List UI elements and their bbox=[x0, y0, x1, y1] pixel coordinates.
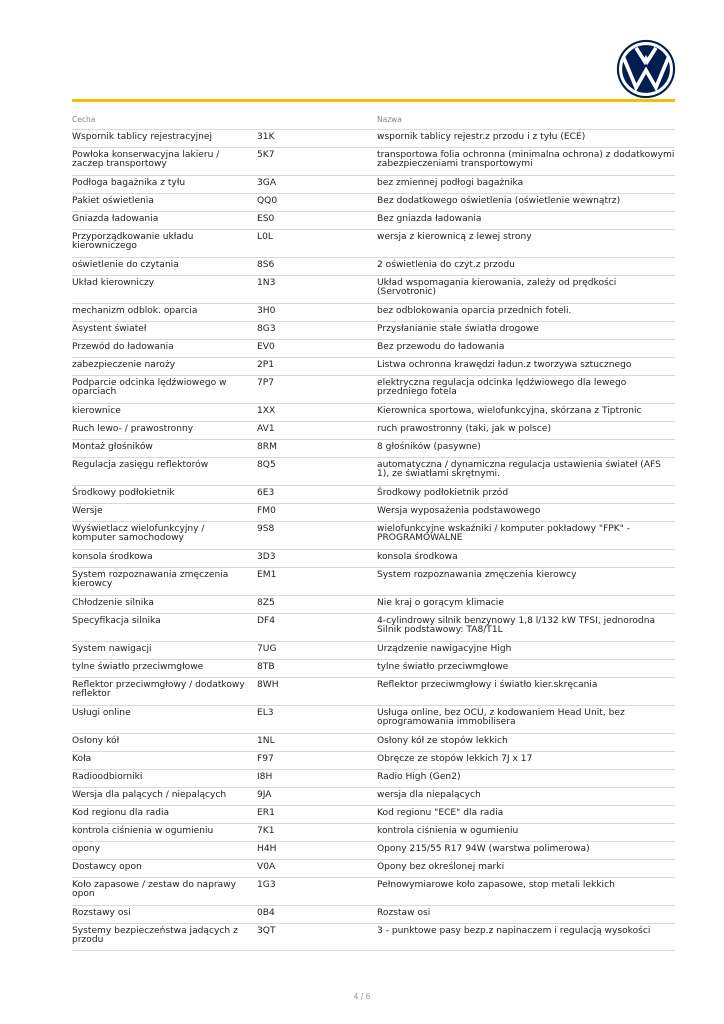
feature-cell: oświetlenie do czytania bbox=[72, 260, 179, 270]
feature-cell: Pakiet oświetlenia bbox=[72, 196, 154, 206]
name-cell: wersja dla niepalących bbox=[377, 790, 481, 800]
code-cell: 8RM bbox=[257, 442, 277, 452]
table-header bbox=[72, 115, 675, 129]
table-row bbox=[72, 129, 675, 147]
feature-cell: Montaż głośników bbox=[72, 442, 153, 452]
name-cell: elektryczna regulacja odcinka lędźwiowego dla lewego przedniego fotela bbox=[377, 378, 627, 397]
feature-cell: Dostawcy opon bbox=[72, 862, 142, 872]
feature-cell: Powłoka konserwacyjna lakieru / zaczep transportowy bbox=[72, 150, 220, 169]
feature-cell: Układ kierowniczy bbox=[72, 278, 155, 288]
feature-cell: Systemy bezpieczeństwa jadących z przodu bbox=[72, 926, 238, 945]
name-cell: Układ wspomagania kierowania, zależy od prędkości (Servotronic) bbox=[377, 278, 617, 297]
name-cell: wielofunkcyjne wskaźniki / komputer pokładowy "FPK" - PROGRAMOWALNE bbox=[377, 524, 631, 543]
name-cell: Obręcze ze stopów lekkich 7J x 17 bbox=[377, 754, 533, 764]
feature-cell: Wersja dla palących / niepalących bbox=[72, 790, 227, 800]
table-row bbox=[72, 751, 675, 769]
code-cell: 5K7 bbox=[257, 150, 275, 160]
name-cell: Kierownica sportowa, wielofunkcyjna, skórzana z Tiptronic bbox=[377, 406, 642, 416]
vw-logo-icon bbox=[615, 38, 677, 100]
table-row bbox=[72, 211, 675, 229]
table-row bbox=[72, 229, 675, 257]
code-cell: 3H0 bbox=[257, 306, 276, 316]
code-cell: 3QT bbox=[257, 926, 276, 936]
name-cell: Urządzenie nawigacyjne High bbox=[377, 644, 512, 654]
feature-cell: Kod regionu dla radia bbox=[72, 808, 170, 818]
name-cell: Kod regionu "ECE" dla radia bbox=[377, 808, 504, 818]
name-cell: 4-cylindrowy silnik benzynowy 1,8 l/132 kW TFSI, jednorodna Silnik podstawowy: TA8/T1L bbox=[377, 616, 656, 635]
table-row bbox=[72, 439, 675, 457]
table-row bbox=[72, 705, 675, 733]
feature-cell: Ruch lewo- / prawostronny bbox=[72, 424, 194, 434]
feature-cell: Przewód do ładowania bbox=[72, 342, 174, 352]
code-cell: L0L bbox=[257, 232, 273, 242]
code-cell: EL3 bbox=[257, 708, 274, 718]
table-row bbox=[72, 613, 675, 641]
name-cell: 2 oświetlenia do czyt.z przodu bbox=[377, 260, 515, 270]
code-cell: 1XX bbox=[257, 406, 276, 416]
feature-cell: konsola środkowa bbox=[72, 552, 153, 562]
feature-cell: Wyświetlacz wielofunkcyjny / komputer samochodowy bbox=[72, 524, 205, 543]
name-cell: Reflektor przeciwmgłowy i światło kier.skręcania bbox=[377, 680, 598, 690]
code-cell: 8TB bbox=[257, 662, 275, 672]
name-cell: automatyczna / dynamiczna regulacja ustawienia świateł (AFS 1), ze światłami skrętnymi. bbox=[377, 460, 661, 479]
table-row bbox=[72, 457, 675, 485]
table-row bbox=[72, 403, 675, 421]
name-cell: Usługa online, bez OCU, z kodowaniem Head Unit, bez oprogramowania immobilisera bbox=[377, 708, 625, 727]
code-cell: H4H bbox=[257, 844, 277, 854]
code-cell: 31K bbox=[257, 132, 275, 142]
name-cell: bez zmiennej podłogi bagażnika bbox=[377, 178, 524, 188]
code-cell: FM0 bbox=[257, 506, 276, 516]
table-row bbox=[72, 193, 675, 211]
feature-cell: Specyfikacja silnika bbox=[72, 616, 161, 626]
table-row bbox=[72, 823, 675, 841]
table-row bbox=[72, 421, 675, 439]
table-row bbox=[72, 503, 675, 521]
code-cell: ER1 bbox=[257, 808, 275, 818]
feature-cell: opony bbox=[72, 844, 101, 854]
table-row bbox=[72, 659, 675, 677]
code-cell: 0B4 bbox=[257, 908, 275, 918]
code-cell: 1N3 bbox=[257, 278, 276, 288]
name-cell: 3 - punktowe pasy bezp.z napinaczem i regulacją wysokości bbox=[377, 926, 651, 936]
feature-cell: kontrola ciśnienia w ogumieniu bbox=[72, 826, 214, 836]
name-cell: wersja z kierownicą z lewej strony bbox=[377, 232, 532, 242]
code-cell: 7K1 bbox=[257, 826, 275, 836]
name-cell: bez odblokowania oparcia przednich foteli. bbox=[377, 306, 572, 316]
name-cell: 8 głośników (pasywne) bbox=[377, 442, 481, 452]
table-row bbox=[72, 805, 675, 823]
code-cell: 3D3 bbox=[257, 552, 276, 562]
feature-cell: Rozstawy osi bbox=[72, 908, 131, 918]
table-row bbox=[72, 923, 675, 951]
table-row bbox=[72, 769, 675, 787]
code-cell: 7UG bbox=[257, 644, 277, 654]
code-cell: ES0 bbox=[257, 214, 275, 224]
code-cell: QQ0 bbox=[257, 196, 278, 206]
feature-cell: Radioodbiorniki bbox=[72, 772, 143, 782]
name-cell: Przysłanianie stałe światła drogowe bbox=[377, 324, 539, 334]
code-cell: F97 bbox=[257, 754, 274, 764]
feature-cell: tylne światło przeciwmgłowe bbox=[72, 662, 204, 672]
table-row bbox=[72, 303, 675, 321]
feature-cell: System rozpoznawania zmęczenia kierowcy bbox=[72, 570, 229, 589]
code-cell: DF4 bbox=[257, 616, 276, 626]
name-cell: Nie kraj o gorącym klimacie bbox=[377, 598, 504, 608]
table-row bbox=[72, 485, 675, 503]
code-cell: 1NL bbox=[257, 736, 275, 746]
feature-cell: zabezpieczenie naroży bbox=[72, 360, 176, 370]
name-cell: Środkowy podłokietnik przód bbox=[377, 488, 509, 498]
table-row bbox=[72, 549, 675, 567]
feature-cell: System nawigacji bbox=[72, 644, 152, 654]
name-cell: kontrola ciśnienia w ogumieniu bbox=[377, 826, 519, 836]
feature-cell: Podparcie odcinka lędźwiowego w oparciach bbox=[72, 378, 227, 397]
name-cell: Pełnowymiarowe koło zapasowe, stop metali lekkich bbox=[377, 880, 615, 890]
table-row bbox=[72, 375, 675, 403]
code-cell: 9JA bbox=[257, 790, 272, 800]
code-cell: 8Z5 bbox=[257, 598, 275, 608]
table-row bbox=[72, 567, 675, 595]
code-cell: 1G3 bbox=[257, 880, 276, 890]
table-row bbox=[72, 175, 675, 193]
feature-cell: Środkowy podłokietnik bbox=[72, 488, 175, 498]
code-cell: 8WH bbox=[257, 680, 279, 690]
feature-cell: Reflektor przeciwmgłowy / dodatkowy reflektor bbox=[72, 680, 245, 699]
feature-cell: Regulacja zasięgu reflektorów bbox=[72, 460, 209, 470]
name-cell: Osłony kół ze stopów lekkich bbox=[377, 736, 508, 746]
table-row bbox=[72, 859, 675, 877]
name-cell: transportowa folia ochronna (minimalna ochrona) z dodatkowymi zabezpieczeniami transportowymi bbox=[377, 150, 675, 169]
code-cell: 7P7 bbox=[257, 378, 275, 388]
table-row bbox=[72, 339, 675, 357]
table-row bbox=[72, 275, 675, 303]
table-body bbox=[72, 129, 675, 951]
name-cell: Bez gniazda ładowania bbox=[377, 214, 482, 224]
name-cell: Radio High (Gen2) bbox=[377, 772, 461, 782]
table-row bbox=[72, 357, 675, 375]
code-cell: 2P1 bbox=[257, 360, 275, 370]
name-cell: Opony 215/55 R17 94W (warstwa polimerowa) bbox=[377, 844, 590, 854]
name-cell: Listwa ochronna krawędzi ładun.z tworzywa sztucznego bbox=[377, 360, 632, 370]
name-cell: konsola środkowa bbox=[377, 552, 458, 562]
table-row bbox=[72, 841, 675, 859]
feature-cell: Wspornik tablicy rejestracyjnej bbox=[72, 132, 212, 142]
feature-cell: Usługi online bbox=[72, 708, 131, 718]
table-row bbox=[72, 321, 675, 339]
feature-cell: Gniazda ładowania bbox=[72, 214, 159, 224]
table-row bbox=[72, 257, 675, 275]
feature-cell: Podłoga bagażnika z tyłu bbox=[72, 178, 186, 188]
name-cell: tylne światło przeciwmgłowe bbox=[377, 662, 509, 672]
code-cell: V0A bbox=[257, 862, 276, 872]
code-cell: 8G3 bbox=[257, 324, 276, 334]
equipment-table bbox=[72, 115, 675, 951]
name-cell: Rozstaw osi bbox=[377, 908, 431, 918]
table-row bbox=[72, 733, 675, 751]
name-cell: Bez dodatkowego oświetlenia (oświetlenie wewnątrz) bbox=[377, 196, 621, 206]
code-cell: EV0 bbox=[257, 342, 275, 352]
name-cell: Opony bez określonej marki bbox=[377, 862, 505, 872]
code-cell: 9S8 bbox=[257, 524, 275, 534]
page-number: 4 / 6 bbox=[353, 992, 371, 1001]
feature-cell: Koła bbox=[72, 754, 92, 764]
feature-cell: mechanizm odblok. oparcia bbox=[72, 306, 198, 316]
table-row bbox=[72, 677, 675, 705]
code-cell: 6E3 bbox=[257, 488, 275, 498]
code-cell: 8S6 bbox=[257, 260, 275, 270]
feature-cell: Koło zapasowe / zestaw do naprawy opon bbox=[72, 880, 237, 899]
code-cell: 3GA bbox=[257, 178, 277, 188]
feature-cell: Asystent świateł bbox=[72, 324, 147, 334]
table-row bbox=[72, 905, 675, 923]
header-name: Nazwa bbox=[377, 115, 402, 124]
name-cell: ruch prawostronny (taki, jak w polsce) bbox=[377, 424, 552, 434]
code-cell: AV1 bbox=[257, 424, 275, 434]
name-cell: System rozpoznawania zmęczenia kierowcy bbox=[377, 570, 577, 580]
table-row bbox=[72, 595, 675, 613]
table-row bbox=[72, 641, 675, 659]
name-cell: wspornik tablicy rejestr.z przodu i z tyłu (ECE) bbox=[377, 132, 586, 142]
feature-cell: Chłodzenie silnika bbox=[72, 598, 154, 608]
feature-cell: Przyporządkowanie układu kierowniczego bbox=[72, 232, 194, 251]
feature-cell: Osłony kół bbox=[72, 736, 120, 746]
feature-cell: kierownice bbox=[72, 406, 121, 416]
code-cell: I8H bbox=[257, 772, 273, 782]
name-cell: Bez przewodu do ładowania bbox=[377, 342, 505, 352]
header-feature: Cecha bbox=[72, 115, 96, 124]
feature-cell: Wersje bbox=[72, 506, 103, 516]
table-row bbox=[72, 877, 675, 905]
table-row bbox=[72, 787, 675, 805]
header-accent-rule bbox=[72, 99, 675, 102]
code-cell: EM1 bbox=[257, 570, 277, 580]
name-cell: Wersja wyposażenia podstawowego bbox=[377, 506, 541, 516]
table-row bbox=[72, 521, 675, 549]
code-cell: 8Q5 bbox=[257, 460, 276, 470]
table-row bbox=[72, 147, 675, 175]
